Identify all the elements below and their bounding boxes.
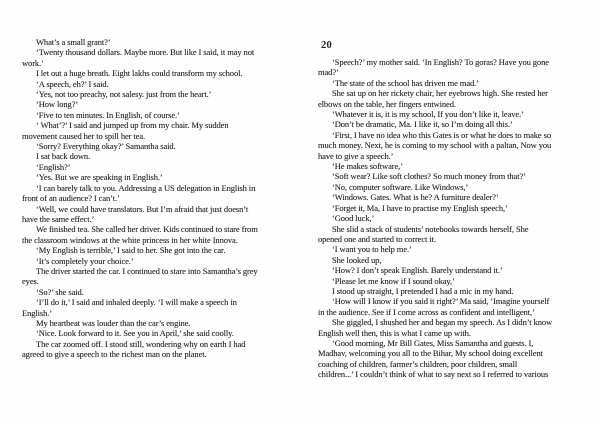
text-line: ‘I want you to help me.’ — [332, 244, 412, 255]
text-line: ‘English?’ — [36, 161, 71, 172]
text-line: ‘Good morning, Mr Bill Gates, Miss Samantha and guests. I, — [332, 337, 534, 348]
text-line: I sat back down. — [36, 151, 91, 162]
text-line: children...’ I couldn’t think of what to say next so I referred to various — [318, 369, 549, 380]
text-line: ‘My English is terrible,’ I said to her. She got into the car. — [36, 245, 226, 256]
text-line: ‘Please let me know if I sound okay,’ — [332, 275, 455, 286]
text-line: ‘Good luck,’ — [332, 213, 375, 224]
text-line: ‘Sorry? Everything okay?’ Samantha said. — [36, 141, 176, 152]
text-line: agreed to give a speech to the richest man on the planet. — [22, 349, 207, 360]
text-line: ‘Windows. Gates. What is he? A furniture dealer?’ — [332, 192, 499, 203]
text-line: ‘Five to ten minutes. In English, of course.’ — [36, 109, 180, 120]
text-line: front of an audience? I can’t.’ — [22, 193, 120, 204]
text-line: ‘A speech, eh?’ I said. — [36, 78, 109, 89]
text-line: ‘Twenty thousand dollars. Maybe more. But like I said, it may not — [36, 47, 255, 58]
text-line: Madhav, welcoming you all to the Bihar, My school doing excellent — [318, 348, 543, 359]
text-line: ‘He makes software,’ — [332, 161, 403, 172]
text-line: ‘Nice. Look forward to it. See you in April,’ she said coolly. — [36, 328, 234, 339]
right-page-text — [318, 57, 570, 380]
text-line: What’s a small grant?’ — [36, 37, 111, 47]
text-line: have to give a speech.’ — [318, 150, 394, 161]
text-line: She giggled, I shushed her and began my speech. As I didn’t know — [332, 317, 553, 328]
text-line: work.’ — [22, 57, 44, 68]
text-line: ‘I can barely talk to you. Addressing a US delegation in English in — [36, 182, 256, 193]
text-line: ‘So?’ she said. — [36, 286, 84, 297]
text-line: ‘Yes. But we are speaking in English.’ — [36, 172, 163, 183]
text-line: have the same effect.’ — [22, 213, 95, 224]
text-line: We finished tea. She called her driver. Kids continued to stare from — [36, 224, 258, 235]
text-line: I let out a huge breath. Eight lakhs could transform my school. — [36, 68, 243, 79]
text-line: ‘How long?’ — [36, 99, 79, 110]
text-line: ‘Forget it, Ma, I have to practise my English speech,’ — [332, 202, 508, 213]
text-line: elbows on the table, her fingers entwined. — [318, 98, 456, 109]
text-line: ‘First, I have no idea who this Gates is or what he does to make so — [332, 129, 551, 140]
text-line: eyes. — [22, 276, 39, 287]
text-line: movement caused her to spill her tea. — [22, 130, 146, 141]
text-line: The car zoomed off. I stood still, wondering why on earth I had — [36, 338, 246, 349]
text-line: ‘Speech?’ my mother said. ‘In English? To goras? Have you gone — [332, 57, 549, 67]
left-page-text — [22, 37, 274, 360]
chapter-number: 20 — [321, 40, 332, 51]
text-line: ‘ What’?’ I said and jumped up from my chair. My sudden — [36, 120, 229, 131]
text-line: ‘Whatever it is, it is my school, If you don’t like it, leave.’ — [332, 109, 524, 120]
text-line: ‘Yes, not too preachy, not salesy. just from the heart.’ — [36, 89, 212, 100]
text-line: ‘How will I know if you said it right?’ Ma said, ‘Imagine yourself — [332, 296, 550, 307]
text-line: ‘Soft wear? Like soft clothes? So much money from that?’ — [332, 171, 526, 182]
text-line: ‘How? I don’t speak English. Barely understand it.’ — [332, 265, 503, 276]
text-line: ‘Don’t be dramatic, Ma. I like it, so I’m doing all this.’ — [332, 119, 513, 130]
text-line: She sat up on her rickety chair, her eyebrows high. She rested her — [332, 88, 548, 99]
text-line: mad?’ — [318, 67, 339, 78]
text-line: in the audience. See if I come across as confident and intelligent,’ — [318, 306, 535, 317]
text-line: English.’ — [22, 307, 53, 318]
text-line: She looked up, — [332, 254, 382, 265]
text-line: ‘It’s completely your choice.’ — [36, 255, 134, 266]
text-line: coaching of children, farmer’s children, poor children, small — [318, 358, 518, 369]
text-line: opened one and started to correct it. — [318, 233, 436, 244]
text-line: the classroom windows at the white princess in her white Innova. — [22, 234, 238, 245]
text-line: I stood up straight, I pretended I had a mic in my hand. — [332, 285, 514, 296]
text-line: much money. Next, he is coming to my school with a paltan, Now you — [318, 140, 552, 151]
text-line: She slid a stack of students’ notebooks towards herself, She — [332, 223, 529, 234]
text-line: The driver started the car. I continued to stare into Samantha’s grey — [36, 265, 258, 276]
text-line: ‘I’ll do it,’ I said and inhaled deeply. ‘I will make a speech in — [36, 297, 237, 308]
text-line: ‘The state of the school has driven me mad.’ — [332, 77, 479, 88]
text-line: ‘Well, we could have translators. But I’m afraid that just doesn’t — [36, 203, 249, 214]
right-page — [318, 40, 570, 380]
text-line: My heartbeat was louder than the car’s engine. — [36, 317, 191, 328]
text-line: ‘No, computer software. Like Windows,’ — [332, 181, 469, 192]
text-line: English well then, this is what I came up with. — [318, 327, 471, 338]
